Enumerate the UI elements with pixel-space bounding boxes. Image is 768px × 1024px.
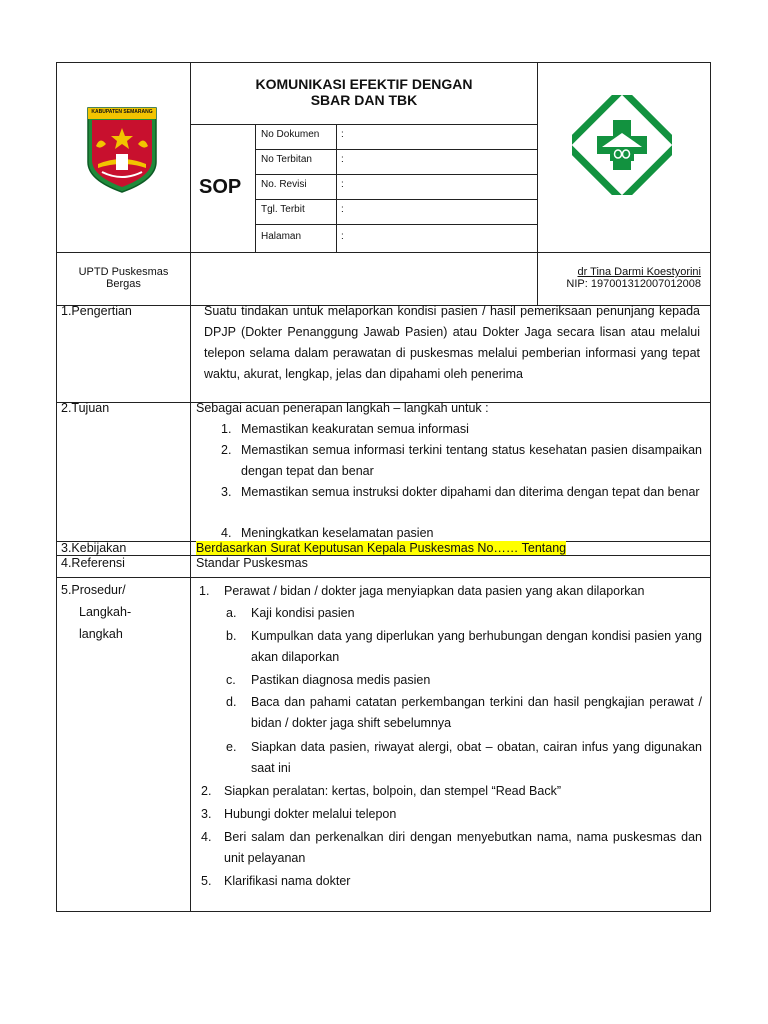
section-label-referensi: 4.Referensi <box>61 556 125 570</box>
kebijakan-highlight: Berdasarkan Surat Keputusan Kepala Puskesmas No…… Tentang <box>196 541 567 555</box>
substep-a: Kaji kondisi pasien <box>251 606 355 620</box>
tujuan-item-2-num: 2. <box>221 443 232 457</box>
substep-a-num: a. <box>226 606 237 620</box>
section-label-pengertian: 1.Pengertian <box>61 304 132 318</box>
prosedur-label-line-3: langkah <box>79 627 123 641</box>
substep-e-num: e. <box>226 740 237 754</box>
step-2: Siapkan peralatan: kertas, bolpoin, dan stempel “Read Back” <box>224 784 561 798</box>
step-1-num: 1. <box>199 584 210 598</box>
meta-label-tgl-terbit: Tgl. Terbit <box>261 204 305 215</box>
title-line-1: KOMUNIKASI EFEKTIF DENGAN <box>255 76 473 92</box>
step-2-num: 2. <box>201 784 212 798</box>
substep-d-num: d. <box>226 695 237 709</box>
substep-c: Pastikan diagnosa medis pasien <box>251 673 431 687</box>
title-line-2: SBAR DAN TBK <box>310 92 418 108</box>
sop-label: SOP <box>199 176 242 198</box>
signer-name: dr Tina Darmi Koestyorini <box>577 266 701 278</box>
substep-d: Baca dan pahami catatan perkembangan terkini dan hasil pengkajian perawat / bidan / dokter jaga shift sebelumnya <box>251 695 702 730</box>
tujuan-item-1-num: 1. <box>221 422 232 436</box>
logo-caption: KABUPATEN SEMARANG <box>91 109 153 115</box>
meta-label-no-revisi: No. Revisi <box>261 179 307 190</box>
meta-value-no-revisi: : <box>341 179 344 190</box>
substep-e: Siapkan data pasien, riwayat alergi, obat – obatan, cairan infus yang digunakan saat ini <box>251 740 702 775</box>
tujuan-item-4: Meningkatkan keselamatan pasien <box>241 526 434 540</box>
substep-c-num: c. <box>226 673 236 687</box>
section-label-tujuan: 2.Tujuan <box>61 401 110 415</box>
signer-nip: NIP: 197001312007012008 <box>566 278 701 290</box>
tujuan-intro: Sebagai acuan penerapan langkah – langkah untuk : <box>196 401 489 415</box>
meta-value-halaman: : <box>341 231 344 242</box>
prosedur-label-line-1: 5.Prosedur/ <box>61 583 126 597</box>
tujuan-item-4-num: 4. <box>221 526 232 540</box>
step-5-num: 5. <box>201 874 212 888</box>
meta-label-halaman: Halaman <box>261 231 302 242</box>
kebijakan-text <box>196 541 566 555</box>
step-3-num: 3. <box>201 807 212 821</box>
shield-icon <box>86 106 158 194</box>
step-5: Klarifikasi nama dokter <box>224 874 351 888</box>
tujuan-item-3: Memastikan semua instruksi dokter dipahami dan diterima dengan tepat dan benar <box>241 485 700 499</box>
tujuan-item-2: Memastikan semua informasi terkini tentang status kesehatan pasien disampaikan dengan tepat dan benar <box>241 443 702 478</box>
signer-block <box>538 266 701 290</box>
meta-value-no-dokumen: : <box>341 129 344 140</box>
step-1: Perawat / bidan / dokter jaga menyiapkan data pasien yang akan dilaporkan <box>224 584 645 598</box>
substep-b: Kumpulkan data yang diperlukan yang berhubungan dengan kondisi pasien yang akan dilaporkan <box>251 629 702 664</box>
meta-label-no-terbitan: No Terbitan <box>261 154 312 165</box>
substep-b-num: b. <box>226 629 237 643</box>
pengertian-text: Suatu tindakan untuk melaporkan kondisi pasien / hasil pemeriksaan penunjang kepada DPJP (Dokter Penanggung Jawab Pasien) atau Dokter Jaga secara lisan atau melalui telepon selama dalam perawatan di puskesmas melalui pemberian informasi yang tepat waktu, akurat, lengkap, jelas dan dipahami oleh penerima <box>204 304 700 381</box>
step-4-num: 4. <box>201 830 212 844</box>
section-label-kebijakan: 3.Kebijakan <box>61 541 127 555</box>
section-label-prosedur <box>61 579 131 645</box>
tujuan-item-1: Memastikan keakuratan semua informasi <box>241 422 469 436</box>
kabupaten-logo <box>86 106 158 194</box>
puskesmas-logo <box>572 95 672 195</box>
step-4: Beri salam dan perkenalkan diri dengan menyebutkan nama, nama puskesmas dan unit pelayanan <box>224 830 702 865</box>
document-title <box>191 76 537 108</box>
prosedur-label-line-2: Langkah- <box>79 605 132 619</box>
org-line-2: Bergas <box>106 278 141 290</box>
puskesmas-cross-icon <box>572 95 672 195</box>
meta-label-no-dokumen: No Dokumen <box>261 129 320 140</box>
meta-value-tgl-terbit: : <box>341 204 344 215</box>
referensi-text: Standar Puskesmas <box>196 556 308 570</box>
tujuan-item-3-num: 3. <box>221 485 232 499</box>
meta-value-no-terbitan: : <box>341 154 344 165</box>
step-3: Hubungi dokter melalui telepon <box>224 807 397 821</box>
org-line-1: UPTD Puskesmas <box>78 266 169 278</box>
org-name <box>57 266 190 290</box>
